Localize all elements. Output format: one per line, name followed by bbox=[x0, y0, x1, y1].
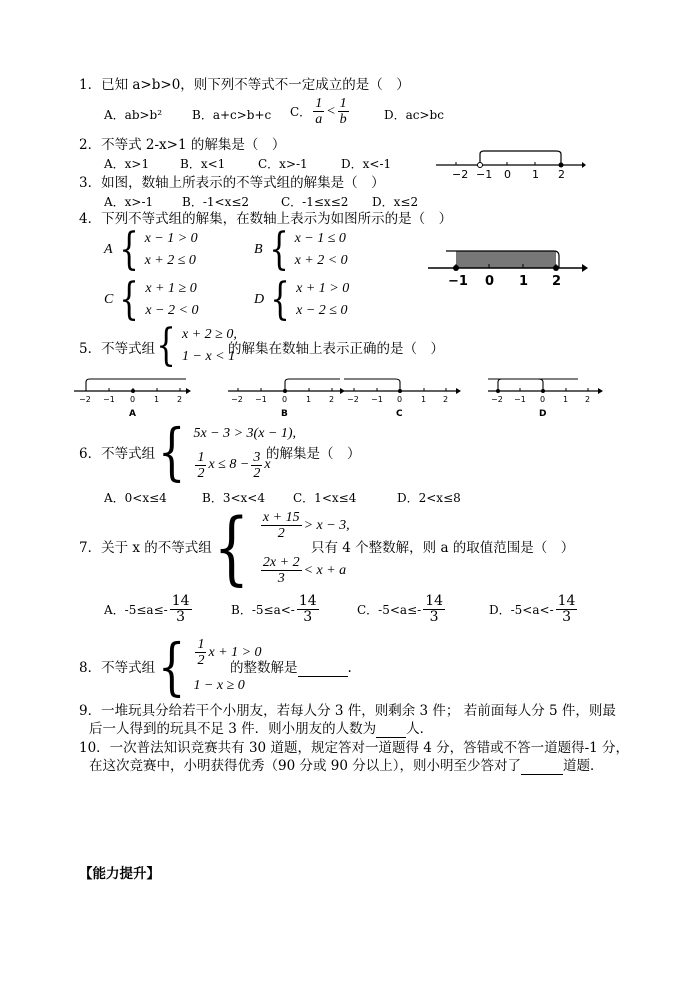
q10-line-2 bbox=[89, 758, 603, 775]
q3-option-d: D．x≤2 bbox=[372, 195, 419, 209]
q6-stem-prefix: 6．不等式组 bbox=[79, 446, 156, 462]
axis-tick-label: 2 bbox=[585, 395, 591, 404]
fraction bbox=[313, 96, 324, 127]
q5-stem-prefix: 5．不等式组 bbox=[79, 341, 156, 357]
inequality: x − 1 > 0 bbox=[144, 231, 198, 246]
option-label: C bbox=[396, 409, 403, 419]
answer-blank[interactable] bbox=[298, 660, 348, 677]
q1-option-c bbox=[290, 96, 351, 127]
inequality: x + 2 ≥ 0, bbox=[182, 327, 237, 342]
option-label: D bbox=[254, 292, 265, 307]
axis-tick-label: −2 bbox=[452, 168, 469, 181]
fraction bbox=[195, 450, 206, 481]
axis-tick-label: 0 bbox=[130, 395, 136, 404]
q1-stem: 1．已知 a>b>0，则下列不等式不一定成立的是（ ） bbox=[79, 77, 410, 93]
axis-tick-label: −1 bbox=[371, 395, 383, 404]
q10-line-1: 10．一次普法知识竞赛共有 30 道题，规定答对一道题得 4 分，答错或不答一道题得-1 分， bbox=[79, 740, 630, 756]
q6-option-d: D．2<x≤8 bbox=[397, 491, 461, 505]
expression: < x + a bbox=[303, 562, 347, 578]
axis-tick-label: −1 bbox=[448, 274, 468, 289]
q6-option-a: A．0<x≤4 bbox=[104, 491, 167, 505]
axis-tick-label: 1 bbox=[306, 395, 312, 404]
numerator: 1 bbox=[315, 96, 323, 111]
q8-stem-text: 的整数解是 bbox=[230, 660, 298, 676]
q4-option-b bbox=[254, 224, 348, 275]
q10-line-2-text: 在这次竞赛中，小明获得优秀（90 分或 90 分以上），则小明至少答对了 bbox=[89, 758, 521, 774]
fraction bbox=[261, 510, 302, 541]
numerator: 14 bbox=[171, 593, 190, 609]
q4-option-c bbox=[104, 274, 199, 325]
answer-blank[interactable] bbox=[376, 721, 406, 738]
numerator: 14 bbox=[557, 593, 576, 609]
inequality: x − 2 ≤ 0 bbox=[296, 303, 348, 318]
q2-stem: 2．不等式 2-x>1 的解集是（ ） bbox=[79, 137, 286, 153]
q4-stem: 4．下列不等式组的解集，在数轴上表示为如图所示的是（ ） bbox=[79, 211, 453, 227]
brace: { bbox=[119, 274, 140, 325]
inequality: x + 2 < 0 bbox=[294, 253, 348, 268]
brace: { bbox=[118, 224, 139, 275]
q8-end: . bbox=[347, 660, 352, 676]
denominator: 3 bbox=[562, 609, 572, 625]
axis-tick-label: −1 bbox=[255, 395, 267, 404]
q9-line-2-text: 后一人得到的玩具不足 3 件．则小朋友的人数为 bbox=[89, 721, 377, 737]
fraction bbox=[251, 450, 262, 481]
q6-stem-suffix: 的解集是（ ） bbox=[266, 446, 361, 462]
q1-option-c-label: C． bbox=[290, 104, 312, 119]
inequality: 1 − x ≥ 0 bbox=[193, 677, 245, 693]
fraction bbox=[170, 594, 192, 625]
option-label: C bbox=[104, 292, 114, 307]
option-label: A bbox=[104, 242, 113, 257]
inequality: x + 1 ≥ 0 bbox=[145, 281, 197, 296]
axis-tick-label: −2 bbox=[347, 395, 359, 404]
axis-tick-label: 2 bbox=[558, 168, 565, 181]
option-label: D bbox=[539, 409, 547, 419]
expression: x + 1 > 0 bbox=[208, 644, 262, 660]
denominator: 3 bbox=[176, 609, 186, 625]
q9-line-2-end: 人． bbox=[406, 721, 434, 737]
axis-tick-label: 0 bbox=[504, 168, 511, 181]
inequality bbox=[259, 555, 350, 586]
axis-tick-label: −1 bbox=[514, 395, 526, 404]
inequality bbox=[259, 510, 350, 541]
axis-tick-label: 1 bbox=[154, 395, 160, 404]
fraction bbox=[195, 637, 206, 668]
axis-tick-label: 1 bbox=[519, 274, 529, 289]
q6-option-b: B．3<x<4 bbox=[202, 491, 265, 505]
denominator: 2 bbox=[197, 465, 205, 481]
q7-option-a bbox=[104, 594, 194, 625]
expression: x ≤ 8 − bbox=[208, 457, 250, 473]
denominator: b bbox=[339, 112, 347, 127]
fraction bbox=[297, 594, 319, 625]
q4-number-line bbox=[428, 243, 588, 289]
q5-number-line-a bbox=[74, 372, 192, 420]
brace: { bbox=[156, 320, 176, 371]
axis-tick-label: 2 bbox=[329, 395, 335, 404]
q9-line-2 bbox=[89, 721, 433, 738]
axis-tick-label: 2 bbox=[443, 395, 449, 404]
denominator: 2 bbox=[277, 526, 285, 541]
fraction bbox=[338, 96, 349, 127]
q5-number-line-c bbox=[344, 372, 462, 420]
axis-tick-label: 2 bbox=[177, 395, 183, 404]
numerator: 1 bbox=[197, 637, 205, 653]
denominator: 2 bbox=[197, 653, 205, 669]
inequality: 5x − 3 > 3(x − 1), bbox=[193, 426, 297, 442]
inequality: x + 1 > 0 bbox=[296, 281, 350, 296]
option-text: B．-5≤a<- bbox=[231, 602, 295, 617]
option-text: D．-5<a<- bbox=[489, 602, 554, 617]
q2-option-c: C．x>-1 bbox=[258, 157, 308, 171]
q5-system bbox=[152, 320, 237, 371]
q3-stem: 3．如图，数轴上所表示的不等式组的解集是（ ） bbox=[79, 175, 385, 191]
option-text: C．-5<a≤- bbox=[357, 602, 422, 617]
q10-line-2-end: 道题． bbox=[562, 758, 604, 774]
q2-option-d: D．x<-1 bbox=[341, 157, 392, 171]
system-rows bbox=[145, 278, 198, 322]
q3-option-c: C．-1≤x≤2 bbox=[281, 195, 349, 209]
numerator: 1 bbox=[197, 449, 205, 465]
q1-option-d: D．ac>bc bbox=[384, 108, 444, 122]
q2-option-b: B．x<1 bbox=[180, 157, 226, 171]
brace: { bbox=[268, 224, 289, 275]
fraction bbox=[423, 594, 445, 625]
brace: { bbox=[157, 415, 186, 488]
q1-option-b: B．a+c>b+c bbox=[192, 108, 272, 122]
q4-option-a bbox=[104, 224, 198, 275]
q3-option-b: B．-1<x≤2 bbox=[182, 195, 250, 209]
axis-tick-label: 0 bbox=[485, 274, 495, 289]
denominator: 3 bbox=[429, 609, 439, 625]
option-label: A bbox=[129, 409, 136, 419]
system-rows bbox=[296, 278, 349, 322]
q4-option-d bbox=[254, 274, 350, 325]
brace: { bbox=[270, 274, 290, 325]
numerator: 1 bbox=[339, 96, 347, 111]
q8-stem-suffix bbox=[230, 660, 352, 677]
system-rows bbox=[295, 228, 348, 272]
inequality: x − 1 ≤ 0 bbox=[294, 231, 346, 246]
axis-tick-label: −1 bbox=[476, 168, 493, 181]
numerator: x + 15 bbox=[262, 510, 300, 525]
numerator: 2x + 2 bbox=[262, 555, 300, 570]
expression: > x − 3, bbox=[303, 517, 350, 533]
numerator: 14 bbox=[425, 593, 444, 609]
q7-option-b bbox=[231, 594, 321, 625]
axis-tick-label: −2 bbox=[231, 395, 243, 404]
q7-option-c bbox=[357, 594, 447, 625]
section-title: 【能力提升】 bbox=[79, 866, 160, 882]
fraction bbox=[556, 594, 578, 625]
option-label: B bbox=[254, 242, 263, 257]
q7-stem-prefix: 7．关于 x 的不等式组 bbox=[79, 540, 212, 556]
q3-number-line bbox=[436, 146, 586, 182]
axis-tick-label: −2 bbox=[79, 395, 91, 404]
q6-option-c: C．1<x≤4 bbox=[293, 491, 357, 505]
option-text: A．-5≤a≤- bbox=[104, 602, 168, 617]
q1-option-a: A．ab>b² bbox=[104, 108, 163, 122]
numerator: 14 bbox=[298, 593, 317, 609]
fraction bbox=[261, 555, 302, 586]
axis-tick-label: 1 bbox=[563, 395, 569, 404]
denominator: 2 bbox=[253, 465, 261, 481]
axis-tick-label: 2 bbox=[552, 274, 562, 289]
inequality: x + 2 ≤ 0 bbox=[144, 253, 196, 268]
numerator: 3 bbox=[253, 449, 261, 465]
q7-option-d bbox=[489, 594, 579, 625]
axis-tick-label: 1 bbox=[532, 168, 539, 181]
axis-tick-label: 0 bbox=[397, 395, 403, 404]
q5-number-line-b bbox=[228, 372, 346, 420]
system-rows bbox=[145, 228, 198, 272]
answer-blank[interactable] bbox=[521, 758, 563, 775]
q5-stem-suffix: 的解集在数轴上表示正确的是（ ） bbox=[228, 341, 444, 357]
axis-tick-label: 1 bbox=[421, 395, 427, 404]
inequality: 1 − x < 1 bbox=[182, 349, 236, 364]
q7-stem-suffix: 只有 4 个整数解，则 a 的取值范围是（ ） bbox=[311, 540, 575, 556]
axis-tick-label: −2 bbox=[491, 395, 503, 404]
variable: x bbox=[264, 457, 271, 473]
denominator: 3 bbox=[277, 571, 285, 586]
q5-number-line-d bbox=[488, 372, 606, 420]
q9-line-1: 9．一堆玩具分给若干个小朋友，若每人分 3 件，则剩余 3 件； 若前面每人分 5 件，则最 bbox=[79, 703, 616, 719]
denominator: 3 bbox=[303, 609, 313, 625]
q2-option-a: A．x>1 bbox=[104, 157, 150, 171]
option-label: B bbox=[281, 409, 288, 419]
inequality: x − 2 < 0 bbox=[145, 303, 199, 318]
brace: { bbox=[213, 501, 250, 594]
axis-tick-label: 0 bbox=[282, 395, 288, 404]
axis-tick-label: 0 bbox=[540, 395, 546, 404]
axis-tick-label: −1 bbox=[103, 395, 115, 404]
denominator: a bbox=[315, 112, 323, 127]
q3-option-a: A．x>-1 bbox=[104, 195, 154, 209]
q8-stem-prefix: 8．不等式组 bbox=[79, 660, 156, 676]
brace: { bbox=[157, 630, 186, 703]
less-than: < bbox=[326, 103, 336, 119]
